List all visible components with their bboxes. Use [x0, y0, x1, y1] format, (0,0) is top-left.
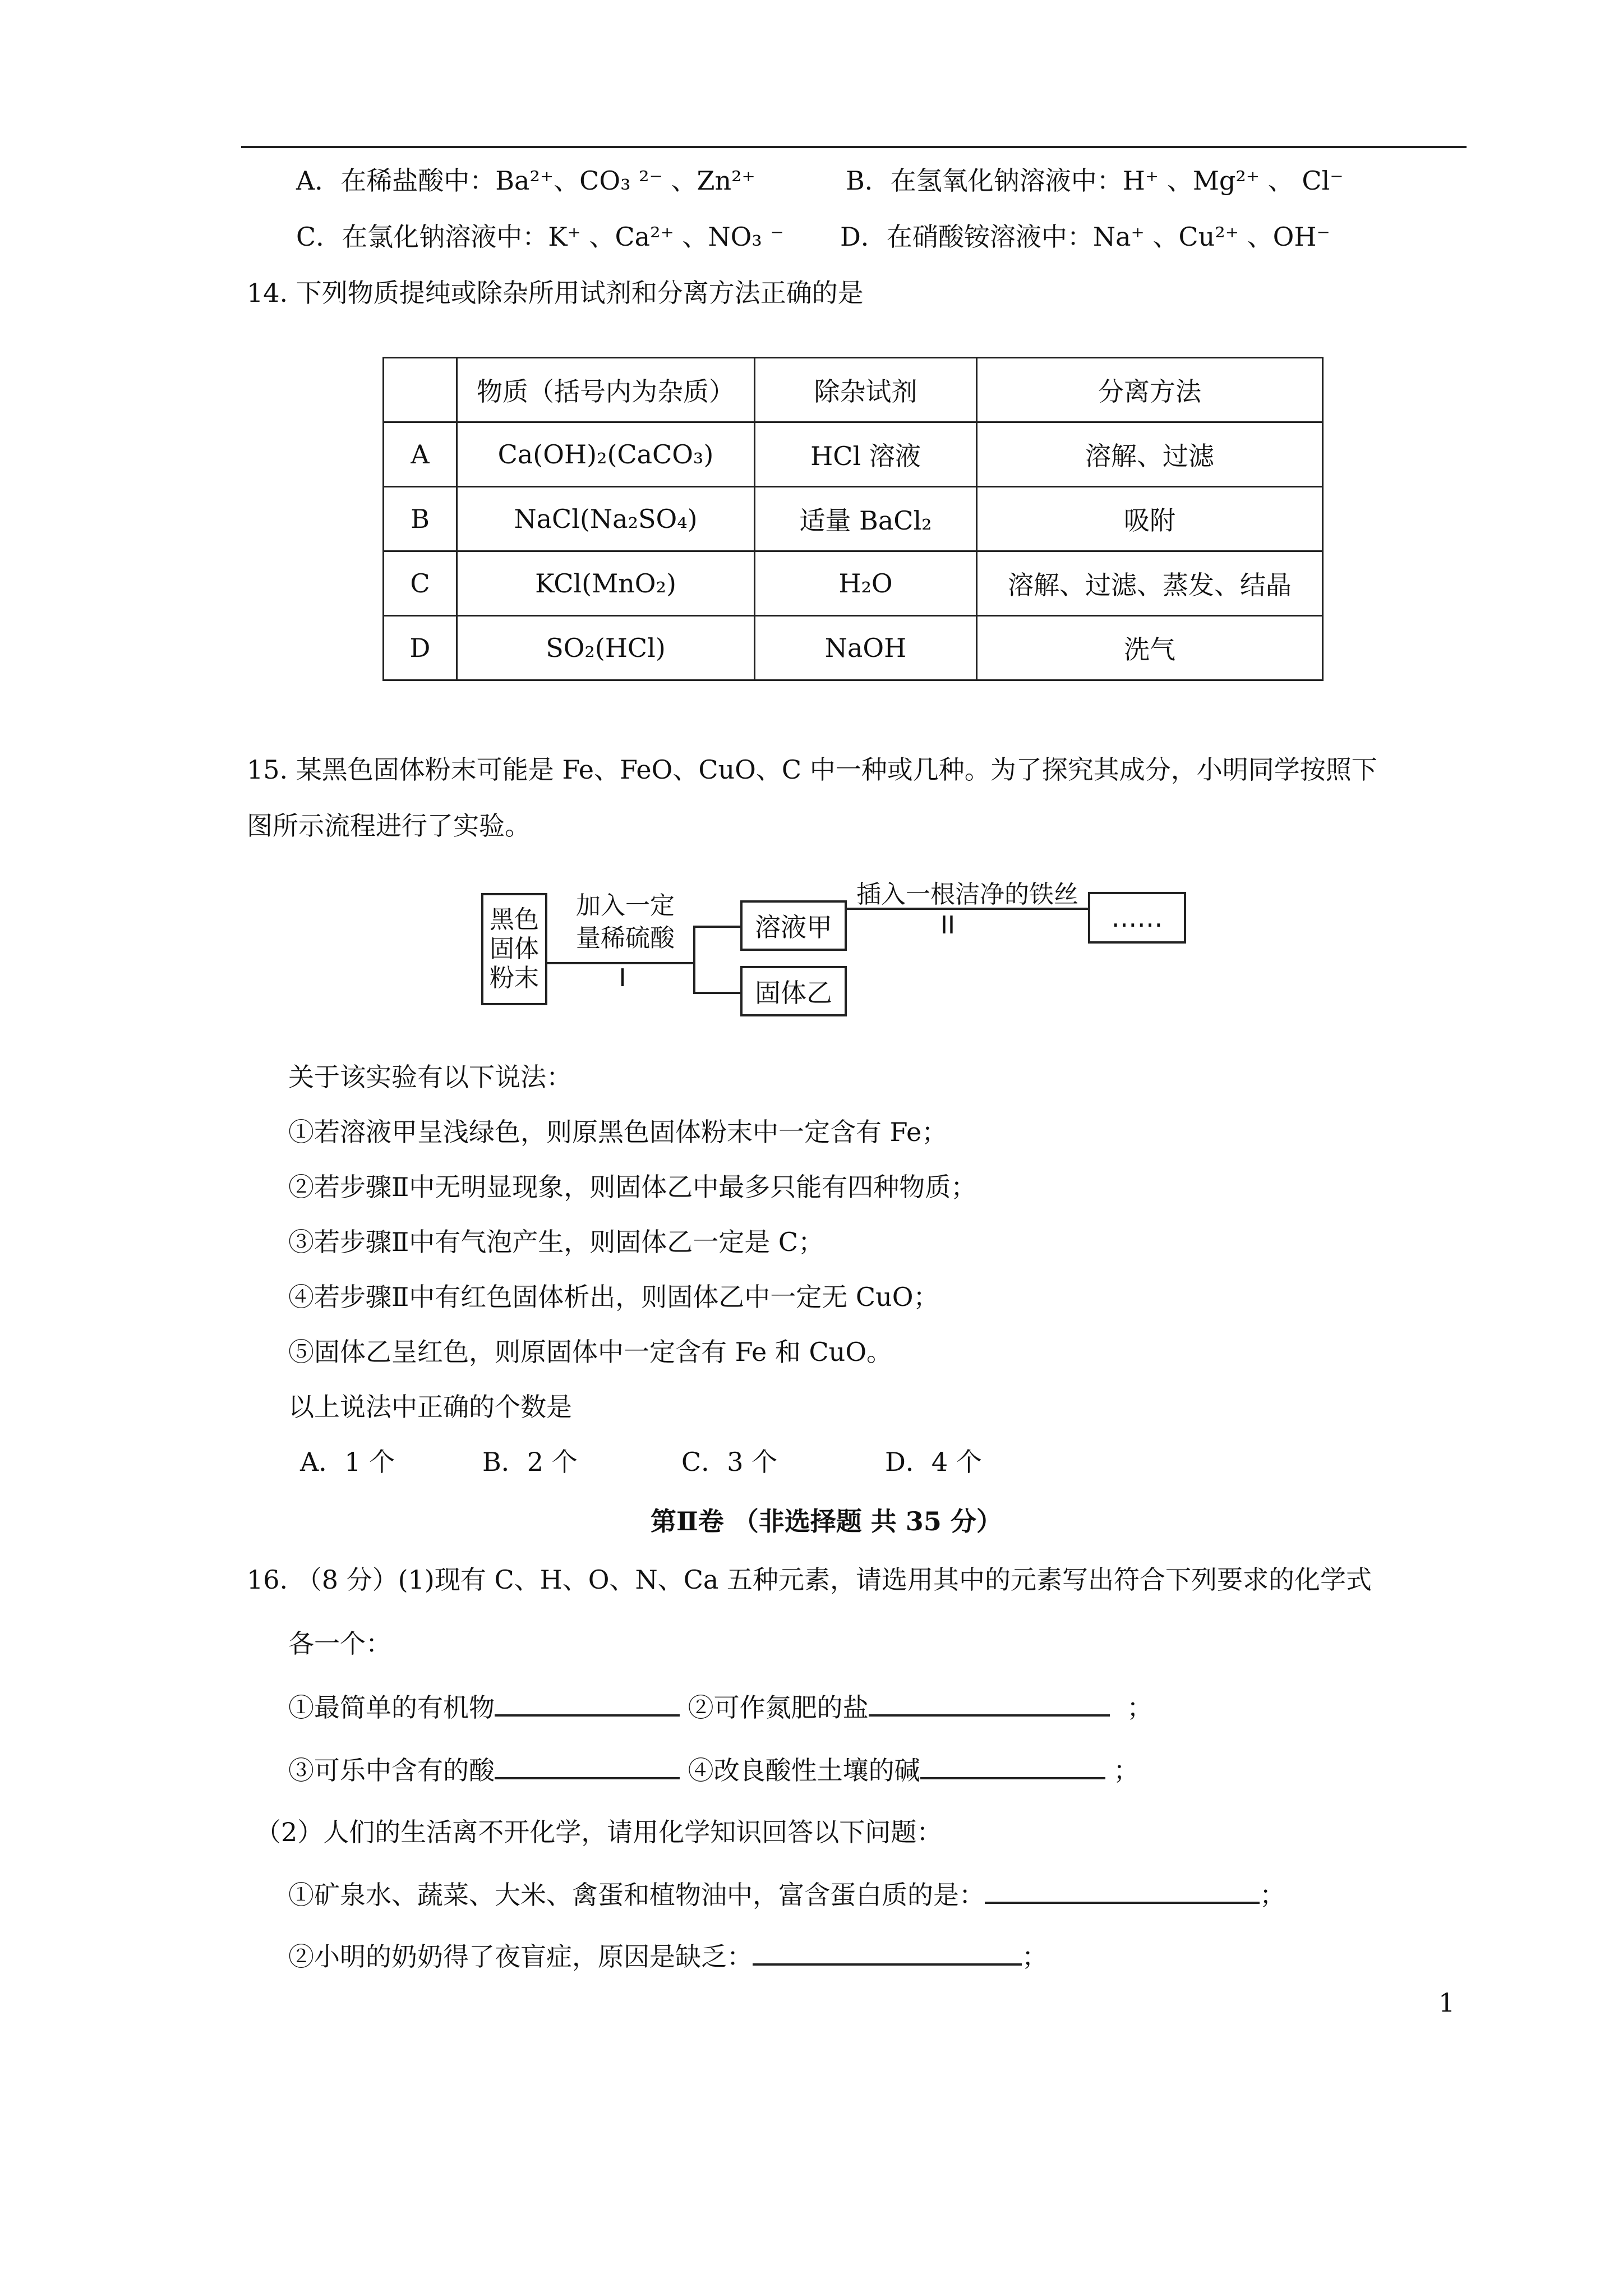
table-cell: 适量 BaCl₂: [755, 487, 977, 551]
table-cell: B: [384, 487, 457, 551]
table-cell: 洗气: [977, 616, 1323, 680]
q13-option-c: C．在氯化钠溶液中：K⁺ 、Ca²⁺ 、NO₃ ⁻: [296, 222, 784, 252]
table-cell: C: [384, 551, 457, 616]
answer-blank[interactable]: [920, 1752, 1105, 1779]
q14-table: [382, 357, 1324, 681]
q15-option: B．2 个: [482, 1447, 578, 1477]
q15-statement: ⑤固体乙呈红色，则原固体中一定含有 Fe 和 CuO。: [288, 1337, 893, 1367]
table-cell: Ca(OH)₂(CaCO₃): [457, 422, 755, 487]
table-cell: SO₂(HCl): [457, 616, 755, 680]
table-row: [384, 422, 1323, 487]
q16-line2: 各一个：: [288, 1628, 391, 1659]
table-cell: KCl(MnO₂): [457, 551, 755, 616]
q16-line1: 16. （8 分）(1)现有 C、H、O、N、Ca 五种元素，请选用其中的元素写出符合下列要求的化学式: [247, 1565, 1372, 1595]
table-cell: D: [384, 616, 457, 680]
q16-item-label: ①最简单的有机物: [288, 1692, 495, 1723]
semicolon: ；: [1127, 1692, 1153, 1723]
q16-part2: （2）人们的生活离不开化学，请用化学知识回答以下问题：: [255, 1817, 943, 1847]
table-cell: NaOH: [755, 616, 977, 680]
q15-option: A．1 个: [300, 1447, 395, 1477]
table-header-cell: 除杂试剂: [755, 358, 977, 422]
q13-option-a: A．在稀盐酸中：Ba²⁺、CO₃ ²⁻ 、Zn²⁺: [296, 165, 755, 196]
q16-part2-label: ②小明的奶奶得了夜盲症，原因是缺乏：: [288, 1941, 753, 1972]
q15-statement: ③若步骤Ⅱ中有气泡产生，则固体乙一定是 C；: [288, 1227, 824, 1257]
branch-line: [693, 992, 740, 994]
table-cell: 溶解、过滤、蒸发、结晶: [977, 551, 1323, 616]
branch-line: [693, 926, 740, 928]
q15-question: 以上说法中正确的个数是: [288, 1392, 572, 1422]
box-solution-jia: 溶液甲: [740, 900, 847, 951]
q16-part2-item: [288, 1939, 1048, 1973]
answer-blank[interactable]: [495, 1752, 680, 1779]
q13-option-d: D．在硝酸铵溶液中：Na⁺ 、Cu²⁺ 、OH⁻: [840, 222, 1330, 252]
table-header-cell: 物质（括号内为杂质）: [457, 358, 755, 422]
step2-number: II: [940, 911, 955, 940]
semicolon: ；: [1022, 1941, 1048, 1972]
box-result: ……: [1088, 892, 1186, 944]
q15-statement: ②若步骤Ⅱ中无明显现象，则固体乙中最多只能有四种物质；: [288, 1172, 977, 1202]
q15-stem-line2: 图所示流程进行了实验。: [247, 811, 531, 841]
answer-blank[interactable]: [753, 1939, 1022, 1966]
q15-statement: ④若步骤Ⅱ中有红色固体析出，则固体乙中一定无 CuO；: [288, 1282, 939, 1312]
section-title: 第Ⅱ卷 （非选择题 共 35 分）: [651, 1506, 1002, 1536]
answer-blank[interactable]: [495, 1690, 680, 1717]
q16-item-row: [288, 1752, 1139, 1787]
q15-option: C．3 个: [681, 1447, 778, 1477]
table-cell: HCl 溶液: [755, 422, 977, 487]
table-cell: 吸附: [977, 487, 1323, 551]
q16-item-label: ④改良酸性土壤的碱: [688, 1755, 920, 1786]
q14-stem: 14. 下列物质提纯或除杂所用试剂和分离方法正确的是: [247, 278, 864, 308]
step1-label: 加入一定 量稀硫酸: [576, 891, 675, 953]
q15-stem-line1: 15. 某黑色固体粉末可能是 Fe、FeO、CuO、C 中一种或几种。为了探究其成分，小明同学按照下: [247, 754, 1377, 785]
q16-item-label: ③可乐中含有的酸: [288, 1755, 495, 1786]
semicolon: ；: [1260, 1880, 1285, 1910]
q13-option-b: B．在氢氧化钠溶液中：H⁺ 、Mg²⁺ 、 Cl⁻: [846, 165, 1344, 196]
q16-item-row: [288, 1690, 1152, 1724]
answer-blank[interactable]: [869, 1690, 1110, 1717]
step2-label: 插入一根洁净的铁丝: [856, 880, 1078, 909]
step1-number: I: [619, 964, 626, 992]
q15-statement: ①若溶液甲呈浅绿色，则原黑色固体粉末中一定含有 Fe；: [288, 1117, 948, 1147]
header-rule: [241, 146, 1467, 148]
answer-blank[interactable]: [985, 1877, 1260, 1904]
q16-part2-label: ①矿泉水、蔬菜、大米、禽蛋和植物油中，富含蛋白质的是：: [288, 1880, 985, 1910]
q16-item-label: ②可作氮肥的盐: [688, 1692, 869, 1723]
table-header-cell: [384, 358, 457, 422]
q15-option: D．4 个: [885, 1447, 982, 1477]
table-cell: A: [384, 422, 457, 487]
branch-line: [693, 926, 695, 993]
semicolon: ；: [1113, 1755, 1140, 1786]
table-row: [384, 616, 1323, 680]
q16-part2-item: [288, 1877, 1285, 1912]
box-black-powder: 黑色 固体 粉末: [481, 893, 547, 1005]
table-row: [384, 487, 1323, 551]
box-solid-yi: 固体乙: [740, 966, 847, 1016]
q15-intro: 关于该实验有以下说法：: [288, 1062, 572, 1092]
table-cell: H₂O: [755, 551, 977, 616]
table-header-row: [384, 358, 1323, 422]
table-cell: NaCl(Na₂SO₄): [457, 487, 755, 551]
page-number: 1: [1438, 1987, 1455, 2018]
table-header-cell: 分离方法: [977, 358, 1323, 422]
table-row: [384, 551, 1323, 616]
table-cell: 溶解、过滤: [977, 422, 1323, 487]
